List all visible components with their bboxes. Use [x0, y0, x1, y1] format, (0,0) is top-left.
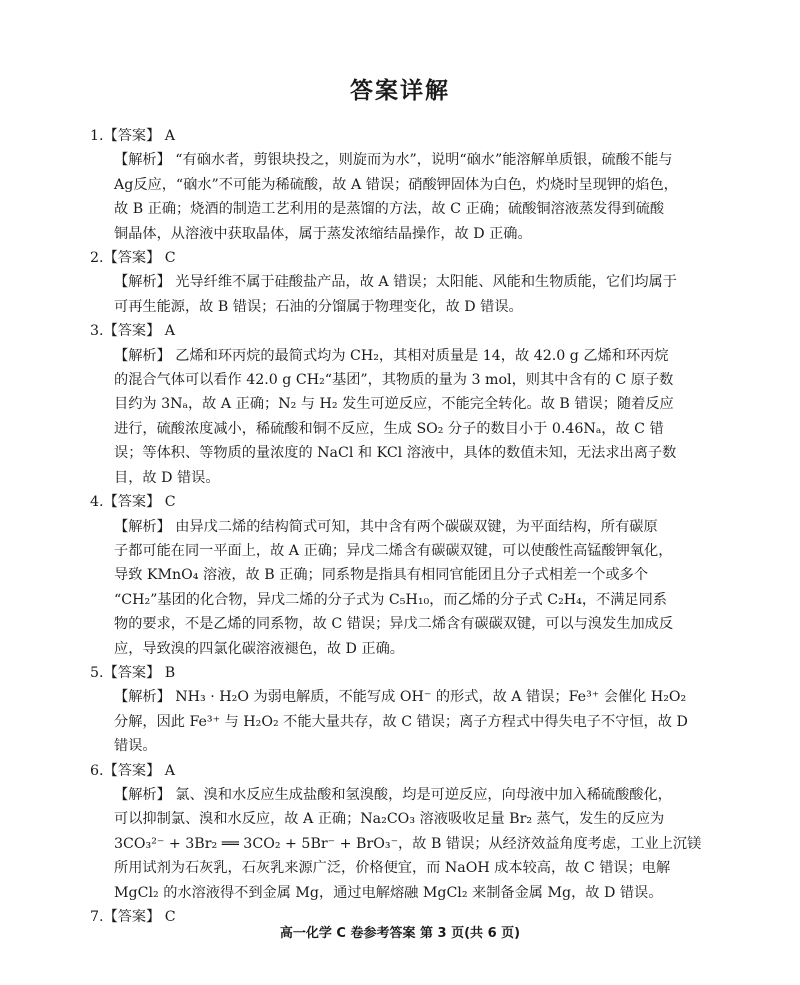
explanation-line: 可以抑制氯、溴和水反应，故 A 正确；Na₂CO₃ 溶液吸收足量 Br₂ 蒸气，发生的反应为 — [114, 811, 665, 828]
explanation-line: MgCl₂ 的水溶液得不到金属 Mg，通过电解熔融 MgCl₂ 来制备金属 Mg，故 D 错误。 — [114, 884, 663, 901]
explanation-line: 导致 KMnO₄ 溶液，故 B 正确；同系物是指具有相同官能团且分子式相差一个或多个 — [114, 567, 649, 584]
explanation-line: 故 B 正确；烧酒的制造工艺利用的是蒸馏的方法，故 C 正确；硫酸铜溶液蒸发得到硫酸 — [114, 201, 665, 218]
explanation-line: 目，故 D 错误。 — [114, 469, 220, 486]
explanation-line: 的混合气体可以看作 42.0 g CH₂“基团”，其物质的量为 3 mol，则其中含有的 C 原子数 — [114, 372, 674, 389]
explanation-line: 可再生能源，故 B 错误；石油的分馏属于物理变化，故 D 错误。 — [114, 298, 523, 315]
explanation-line: 【解析】 由异戊二烯的结构简式可知，其中含有两个碳碳双键，为平面结构，所有碳原 — [114, 518, 658, 535]
answer-line: 1.【答案】 A — [90, 128, 176, 144]
explanation-line: 错误。 — [114, 738, 157, 755]
answer-content — [90, 124, 730, 929]
page-title: 答案详解 — [350, 78, 450, 104]
answer-line: 3.【答案】 A — [90, 323, 176, 340]
explanation-line: 铜晶体，从溶液中获取晶体，属于蒸发浓缩结晶操作，故 D 正确。 — [114, 225, 532, 242]
answer-line: 2.【答案】 C — [90, 250, 176, 267]
explanation-line: 【解析】 氯、溴和水反应生成盐酸和氢溴酸，均是可逆反应，向母液中加入稀硫酸酸化， — [114, 786, 672, 803]
answer-line: 6.【答案】 A — [90, 762, 176, 779]
explanation-line: 应，导致溴的四氯化碳溶液褪色，故 D 正确。 — [114, 640, 404, 657]
explanation-line: 3CO₃²⁻ + 3Br₂ ══ 3CO₂ + 5Br⁻ + BrO₃⁻，故 B 错误；从经济效益角度考虑，工业上沉镁 — [114, 835, 702, 852]
explanation-line: “CH₂”基团的化合物，异戊二烯的分子式为 C₅H₁₀，而乙烯的分子式 C₂H₄，不满足同系 — [114, 591, 667, 608]
explanation-line: 【解析】 “有硇水者，剪银块投之，则旋而为水”，说明“硇水”能溶解单质银，硫酸不能与 — [114, 152, 673, 169]
explanation-line: 【解析】 光导纤维不属于硅酸盐产品，故 A 错误；太阳能、风能和生物质能，它们均属于 — [114, 274, 677, 291]
explanation-line: 所用试剂为石灰乳，石灰乳来源广泛，价格便宜，而 NaOH 成本较高，故 C 错误；电解 — [114, 860, 671, 877]
explanation-line: 【解析】 乙烯和环丙烷的最简式均为 CH₂，其相对质量是 14，故 42.0 g 乙烯和环丙烷 — [114, 347, 669, 364]
explanation-line: 误；等体积、等物质的量浓度的 NaCl 和 KCl 溶液中，具体的数值未知，无法求出离子数 — [114, 445, 677, 462]
explanation-line: 分解，因此 Fe³⁺ 与 H₂O₂ 不能大量共存，故 C 错误；离子方程式中得失电子不守恒，故 D — [114, 713, 688, 730]
answer-line: 4.【答案】 C — [90, 494, 176, 511]
page-footer: 高一化学 C 卷参考答案 第 3 页(共 6 页) — [279, 926, 521, 941]
explanation-line: 物的要求，不是乙烯的同系物，故 C 错误；异戊二烯含有碳碳双键，可以与溴发生加成反 — [114, 616, 674, 633]
explanation-line: 目约为 3Nₐ，故 A 正确；N₂ 与 H₂ 发生可逆反应，不能完全转化。故 B 错误；随着反应 — [114, 396, 674, 413]
explanation-line: 进行，硫酸浓度减小，稀硫酸和铜不反应，生成 SO₂ 分子的数目小于 0.46Nₐ，故 C 错 — [114, 420, 664, 437]
answer-line: 5.【答案】 B — [90, 664, 176, 681]
answer-line: 7.【答案】 C — [90, 909, 176, 925]
explanation-line: 【解析】 NH₃ · H₂O 为弱电解质，不能写成 OH⁻ 的形式，故 A 错误；Fe³⁺ 会催化 H₂O₂ — [114, 689, 687, 706]
explanation-line: Ag反应，“硇水”不可能为稀硫酸，故 A 错误；硝酸钾固体为白色，灼烧时呈现钾的焰色， — [114, 176, 678, 193]
explanation-line: 子都可能在同一平面上，故 A 正确；异戊二烯含有碳碳双键，可以使酸性高锰酸钾氧化， — [114, 542, 673, 559]
